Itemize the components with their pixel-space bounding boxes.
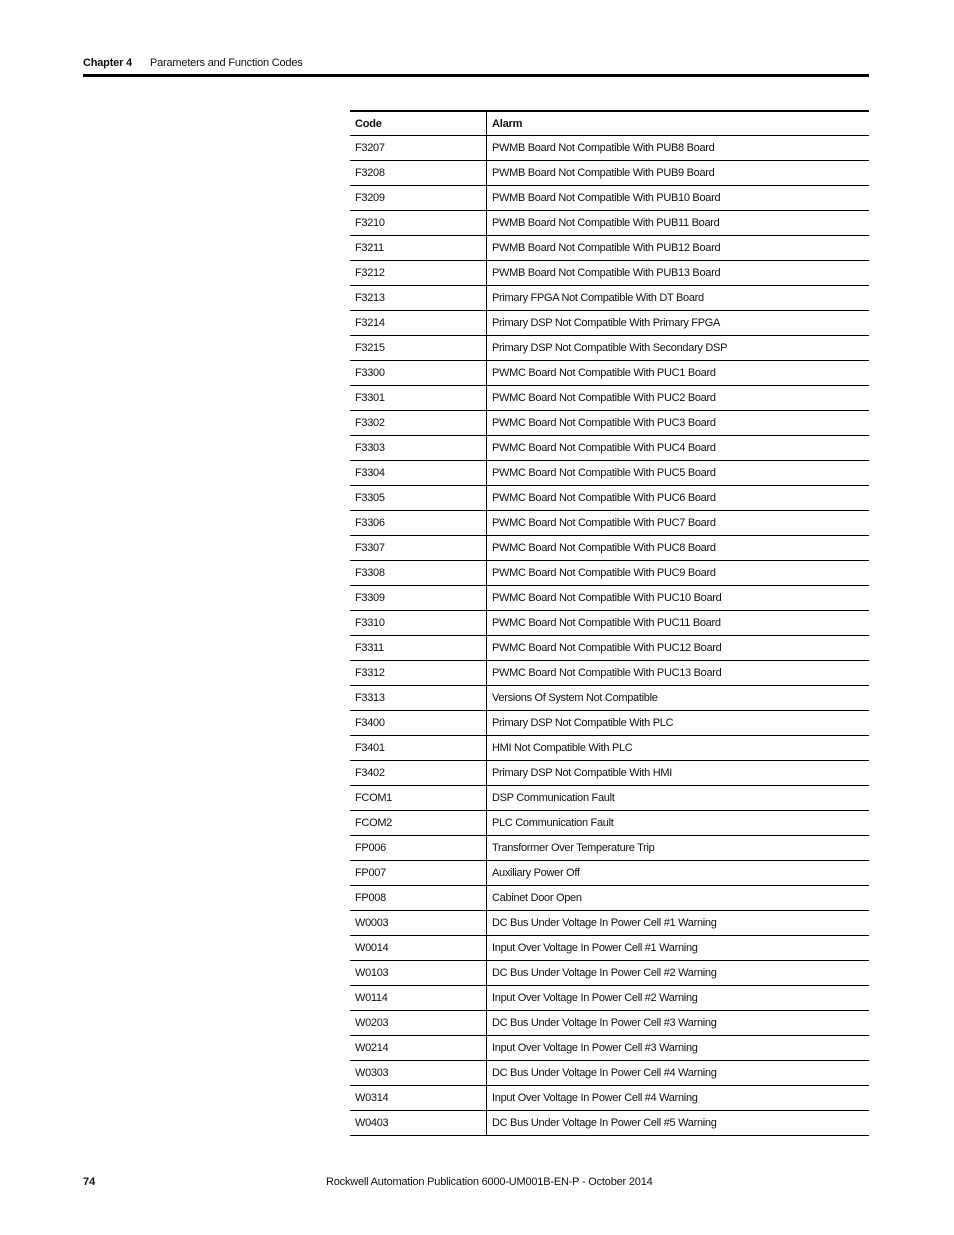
alarm-cell: HMI Not Compatible With PLC xyxy=(487,736,870,761)
alarm-cell: Primary DSP Not Compatible With PLC xyxy=(487,711,870,736)
alarm-cell: Input Over Voltage In Power Cell #2 Warning xyxy=(487,986,870,1011)
code-cell: F3307 xyxy=(350,536,487,561)
alarm-cell: PWMB Board Not Compatible With PUB9 Board xyxy=(487,161,870,186)
table-row xyxy=(350,486,869,511)
table-row xyxy=(350,386,869,411)
code-cell: FP006 xyxy=(350,836,487,861)
table-row xyxy=(350,1061,869,1086)
code-cell: F3309 xyxy=(350,586,487,611)
table-row xyxy=(350,186,869,211)
code-cell: F3304 xyxy=(350,461,487,486)
code-cell: F3210 xyxy=(350,211,487,236)
table-row xyxy=(350,786,869,811)
table-row xyxy=(350,211,869,236)
code-cell: W0314 xyxy=(350,1086,487,1111)
table-row xyxy=(350,711,869,736)
table-row xyxy=(350,136,869,161)
alarm-cell: PWMC Board Not Compatible With PUC12 Board xyxy=(487,636,870,661)
column-header-code: Code xyxy=(350,111,487,136)
code-cell: F3312 xyxy=(350,661,487,686)
code-cell: F3208 xyxy=(350,161,487,186)
code-cell: W0014 xyxy=(350,936,487,961)
alarm-cell: PWMC Board Not Compatible With PUC9 Board xyxy=(487,561,870,586)
alarm-cell: PWMB Board Not Compatible With PUB13 Board xyxy=(487,261,870,286)
code-cell: F3400 xyxy=(350,711,487,736)
table-row xyxy=(350,536,869,561)
alarm-cell: PWMC Board Not Compatible With PUC11 Board xyxy=(487,611,870,636)
code-cell: F3214 xyxy=(350,311,487,336)
alarm-cell: DC Bus Under Voltage In Power Cell #5 Warning xyxy=(487,1111,870,1136)
alarm-cell: Primary DSP Not Compatible With Primary FPGA xyxy=(487,311,870,336)
table-row xyxy=(350,911,869,936)
code-cell: W0103 xyxy=(350,961,487,986)
table-row xyxy=(350,586,869,611)
table-row xyxy=(350,661,869,686)
code-cell: F3302 xyxy=(350,411,487,436)
alarm-cell: PWMB Board Not Compatible With PUB12 Board xyxy=(487,236,870,261)
table-row xyxy=(350,236,869,261)
code-cell: F3306 xyxy=(350,511,487,536)
alarm-cell: PWMC Board Not Compatible With PUC1 Board xyxy=(487,361,870,386)
table-body xyxy=(350,136,869,1136)
code-cell: F3207 xyxy=(350,136,487,161)
alarm-cell: Primary FPGA Not Compatible With DT Board xyxy=(487,286,870,311)
table-row xyxy=(350,861,869,886)
alarm-cell: PWMC Board Not Compatible With PUC8 Board xyxy=(487,536,870,561)
table-row xyxy=(350,986,869,1011)
table-row xyxy=(350,561,869,586)
alarm-cell: DC Bus Under Voltage In Power Cell #1 Warning xyxy=(487,911,870,936)
table-row xyxy=(350,1036,869,1061)
code-cell: F3311 xyxy=(350,636,487,661)
page-footer xyxy=(83,1176,869,1194)
code-cell: F3212 xyxy=(350,261,487,286)
chapter-label: Chapter 4 xyxy=(83,57,132,69)
table-row xyxy=(350,436,869,461)
alarm-cell: PLC Communication Fault xyxy=(487,811,870,836)
alarm-cell: DC Bus Under Voltage In Power Cell #4 Warning xyxy=(487,1061,870,1086)
table-row xyxy=(350,461,869,486)
code-cell: F3313 xyxy=(350,686,487,711)
code-cell: F3209 xyxy=(350,186,487,211)
table-row xyxy=(350,511,869,536)
column-header-alarm: Alarm xyxy=(487,111,870,136)
alarm-cell: PWMC Board Not Compatible With PUC13 Board xyxy=(487,661,870,686)
code-cell: FCOM1 xyxy=(350,786,487,811)
section-title: Parameters and Function Codes xyxy=(150,57,303,69)
alarm-cell: Input Over Voltage In Power Cell #3 Warning xyxy=(487,1036,870,1061)
code-cell: FCOM2 xyxy=(350,811,487,836)
table-row xyxy=(350,961,869,986)
alarm-cell: PWMC Board Not Compatible With PUC7 Board xyxy=(487,511,870,536)
code-cell: W0403 xyxy=(350,1111,487,1136)
code-cell: FP007 xyxy=(350,861,487,886)
table-row xyxy=(350,811,869,836)
alarm-cell: DC Bus Under Voltage In Power Cell #2 Warning xyxy=(487,961,870,986)
table-row xyxy=(350,636,869,661)
alarm-cell: PWMB Board Not Compatible With PUB11 Board xyxy=(487,211,870,236)
code-cell: W0203 xyxy=(350,1011,487,1036)
page-number: 74 xyxy=(83,1176,96,1188)
page-header xyxy=(83,52,869,74)
alarm-cell: DSP Communication Fault xyxy=(487,786,870,811)
table-row xyxy=(350,286,869,311)
table-row xyxy=(350,361,869,386)
function-code-table xyxy=(350,110,869,1136)
code-cell: W0214 xyxy=(350,1036,487,1061)
code-cell: F3300 xyxy=(350,361,487,386)
alarm-cell: PWMC Board Not Compatible With PUC5 Board xyxy=(487,461,870,486)
table-row xyxy=(350,611,869,636)
table-header-row xyxy=(350,111,869,136)
table-row xyxy=(350,1011,869,1036)
code-cell: F3305 xyxy=(350,486,487,511)
code-cell: F3211 xyxy=(350,236,487,261)
alarm-cell: PWMB Board Not Compatible With PUB10 Board xyxy=(487,186,870,211)
alarm-cell: PWMB Board Not Compatible With PUB8 Board xyxy=(487,136,870,161)
alarm-cell: Auxiliary Power Off xyxy=(487,861,870,886)
code-cell: FP008 xyxy=(350,886,487,911)
alarm-cell: Primary DSP Not Compatible With HMI xyxy=(487,761,870,786)
table-row xyxy=(350,736,869,761)
code-cell: W0003 xyxy=(350,911,487,936)
code-cell: W0303 xyxy=(350,1061,487,1086)
code-cell: F3310 xyxy=(350,611,487,636)
alarm-cell: Transformer Over Temperature Trip xyxy=(487,836,870,861)
alarm-cell: Versions Of System Not Compatible xyxy=(487,686,870,711)
table-row xyxy=(350,761,869,786)
alarm-cell: Cabinet Door Open xyxy=(487,886,870,911)
code-cell: W0114 xyxy=(350,986,487,1011)
table-row xyxy=(350,836,869,861)
table-row xyxy=(350,936,869,961)
alarm-cell: Input Over Voltage In Power Cell #1 Warning xyxy=(487,936,870,961)
alarm-cell: DC Bus Under Voltage In Power Cell #3 Warning xyxy=(487,1011,870,1036)
code-cell: F3308 xyxy=(350,561,487,586)
alarm-cell: PWMC Board Not Compatible With PUC6 Board xyxy=(487,486,870,511)
table-row xyxy=(350,161,869,186)
alarm-cell: Input Over Voltage In Power Cell #4 Warning xyxy=(487,1086,870,1111)
table-row xyxy=(350,1111,869,1136)
table-row xyxy=(350,411,869,436)
alarm-cell: PWMC Board Not Compatible With PUC2 Board xyxy=(487,386,870,411)
code-cell: F3301 xyxy=(350,386,487,411)
alarm-cell: Primary DSP Not Compatible With Secondary DSP xyxy=(487,336,870,361)
alarm-cell: PWMC Board Not Compatible With PUC3 Board xyxy=(487,411,870,436)
code-cell: F3401 xyxy=(350,736,487,761)
code-cell: F3215 xyxy=(350,336,487,361)
table-row xyxy=(350,686,869,711)
header-divider xyxy=(83,74,869,77)
table-row xyxy=(350,886,869,911)
table-row xyxy=(350,336,869,361)
alarm-cell: PWMC Board Not Compatible With PUC4 Board xyxy=(487,436,870,461)
table-row xyxy=(350,311,869,336)
code-cell: F3402 xyxy=(350,761,487,786)
code-cell: F3303 xyxy=(350,436,487,461)
table-row xyxy=(350,1086,869,1111)
alarm-cell: PWMC Board Not Compatible With PUC10 Board xyxy=(487,586,870,611)
code-cell: F3213 xyxy=(350,286,487,311)
table-row xyxy=(350,261,869,286)
publication-info: Rockwell Automation Publication 6000-UM001B-EN-P - October 2014 xyxy=(326,1176,653,1188)
